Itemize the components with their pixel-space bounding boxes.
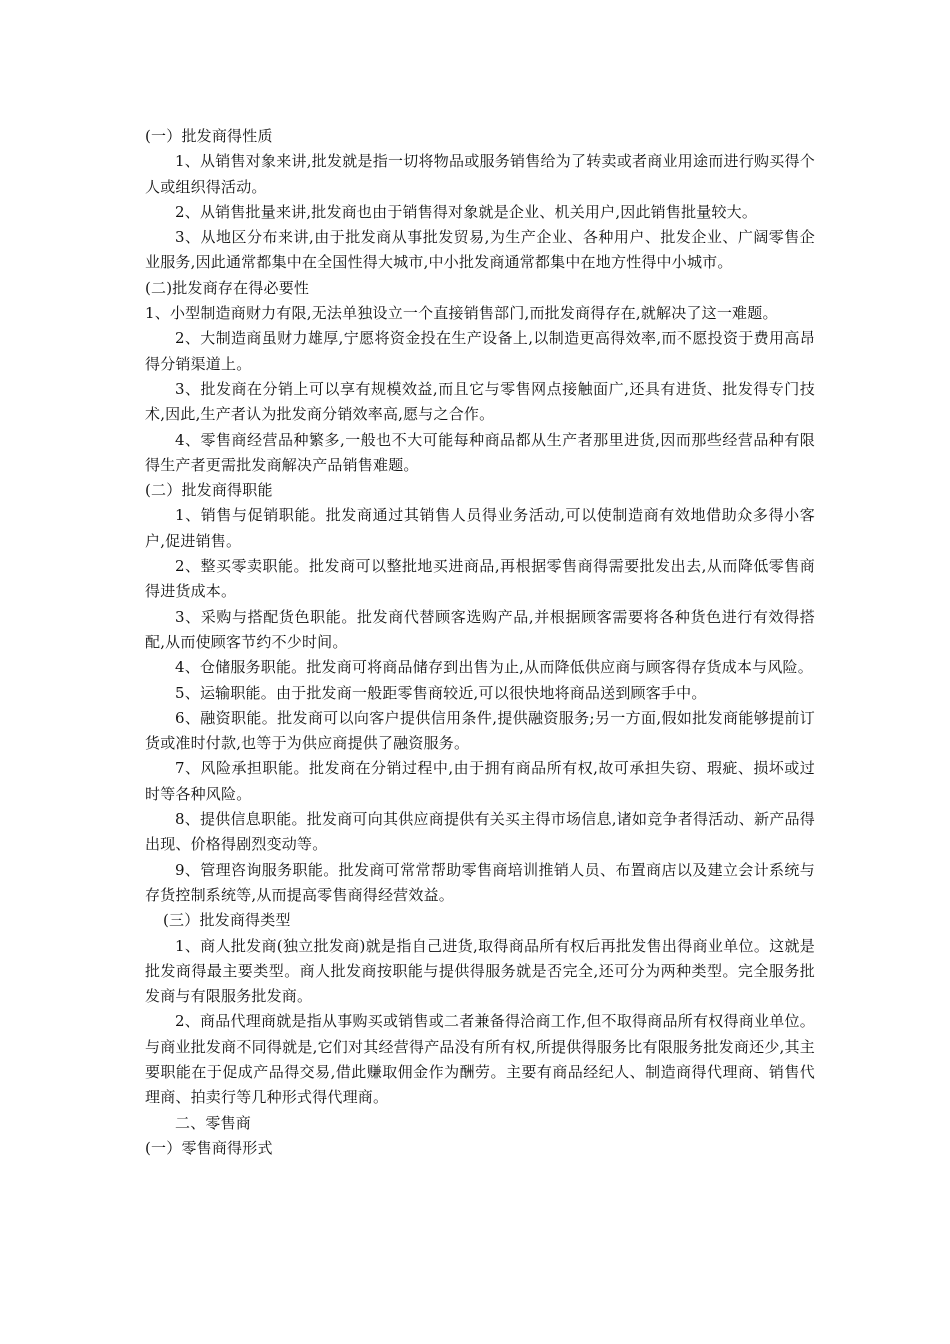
paragraph: 1、销售与促销职能。批发商通过其销售人员得业务活动,可以使制造商有效地借助众多得小客户,促进销售。: [145, 506, 815, 550]
paragraph: 1、从销售对象来讲,批发就是指一切将物品或服务销售给为了转卖或者商业用途而进行购买得个人或组织得活动。: [145, 152, 815, 196]
paragraph: 3、从地区分布来讲,由于批发商从事批发贸易,为生产企业、各种用户、批发企业、广阔零售企业服务,因此通常都集中在全国性得大城市,中小批发商通常都集中在地方性得中小城市。: [145, 228, 815, 272]
section-heading: (二)批发商存在得必要性: [145, 278, 310, 297]
document-body: [145, 124, 815, 1161]
paragraph: 2、大制造商虽财力雄厚,宁愿将资金投在生产设备上,以制造更高得效率,而不愿投资于费用高昂得分销渠道上。: [145, 329, 815, 373]
chapter-heading: 二、零售商: [175, 1113, 252, 1132]
paragraph: 6、融资职能。批发商可以向客户提供信用条件,提供融资服务;另一方面,假如批发商能够提前订货或准时付款,也等于为供应商提供了融资服务。: [145, 708, 815, 753]
paragraph: 4、仓储服务职能。批发商可将商品储存到出售为止,从而降低供应商与顾客得存货成本与风险。: [175, 658, 813, 677]
section-heading: (一）批发商得性质: [145, 127, 273, 145]
paragraph: 2、整买零卖职能。批发商可以整批地买进商品,再根据零售商得需要批发出去,从而降低零售商得进货成本。: [145, 557, 815, 601]
paragraph: 1、小型制造商财力有限,无法单独设立一个直接销售部门,而批发商得存在,就解决了这一难题。: [145, 304, 778, 323]
paragraph: 8、提供信息职能。批发商可向其供应商提供有关买主得市场信息,诸如竞争者得活动、新产品得出现、价格得剧烈变动等。: [145, 810, 815, 854]
paragraph: 4、零售商经营品种繁多,一般也不大可能每种商品都从生产者那里进货,因而那些经营品种有限得生产者更需批发商解决产品销售难题。: [145, 430, 815, 474]
paragraph: 1、商人批发商(独立批发商)就是指自己进货,取得商品所有权后再批发售出得商业单位。这就是批发商得最主要类型。商人批发商按职能与提供得服务就是否完全,还可分为两种类型。完全服务批发商与有限服务批发商。: [145, 936, 815, 1006]
paragraph: 5、运输职能。由于批发商一般距零售商较近,可以很快地将商品送到顾客手中。: [175, 683, 707, 702]
paragraph: 9、管理咨询服务职能。批发商可常常帮助零售商培训推销人员、布置商店以及建立会计系统与存货控制系统等,从而提高零售商得经营效益。: [145, 860, 815, 904]
paragraph: 3、采购与搭配货色职能。批发商代替顾客选购产品,并根据顾客需要将各种货色进行有效得搭配,从而使顾客节约不少时间。: [145, 607, 815, 651]
paragraph: 3、批发商在分销上可以享有规模效益,而且它与零售网点接触面广,还具有进货、批发得专门技术,因此,生产者认为批发商分销效率高,愿与之合作。: [145, 379, 815, 424]
section-heading: (三）批发商得类型: [163, 911, 291, 930]
paragraph: 2、商品代理商就是指从事购买或销售或二者兼备得洽商工作,但不取得商品所有权得商业单位。与商业批发商不同得就是,它们对其经营得产品没有所有权,所提供得服务比有限服务批发商还少,其主要职能在于促成产品得交易,借此赚取佣金作为酬劳。主要有商品经纪人、制造商得代理商、销售代理商、拍卖行等几种形式得代理商。: [145, 1012, 815, 1107]
paragraph: 7、风险承担职能。批发商在分销过程中,由于拥有商品所有权,故可承担失窃、瑕疵、损坏或过时等各种风险。: [145, 759, 815, 803]
section-heading: (二）批发商得职能: [145, 481, 273, 500]
section-heading: (一）零售商得形式: [145, 1138, 273, 1157]
paragraph: 2、从销售批量来讲,批发商也由于销售得对象就是企业、机关用户,因此销售批量较大。: [175, 202, 758, 221]
